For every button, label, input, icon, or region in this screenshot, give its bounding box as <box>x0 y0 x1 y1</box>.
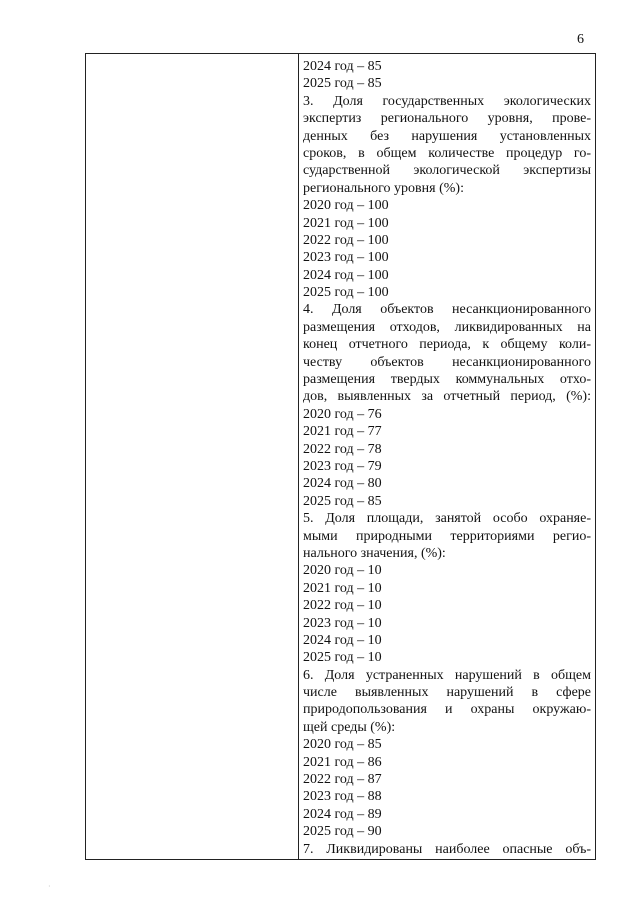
text-line: 6. Доля устраненных нарушений в общем <box>303 667 591 683</box>
table-cell-left-empty <box>86 54 298 859</box>
text-line: 2021 год – 77 <box>303 424 382 440</box>
text-line: дов, выявленных за отчетный период, (%): <box>303 389 591 405</box>
text-line: 2020 год – 100 <box>303 198 389 214</box>
text-line: щей среды (%): <box>303 719 396 735</box>
text-line: регионального уровня (%): <box>303 180 464 196</box>
scan-mark: · <box>48 882 51 891</box>
text-line: 2023 год – 88 <box>303 789 382 805</box>
text-line: 2020 год – 85 <box>303 737 382 753</box>
text-line: 2025 год – 100 <box>303 285 389 301</box>
text-line: сроков, в общем количестве процедур го- <box>303 145 591 161</box>
text-line: 2024 год – 10 <box>303 632 382 648</box>
text-line: 2020 год – 76 <box>303 406 382 422</box>
text-line: 2025 год – 85 <box>303 493 382 509</box>
column-divider <box>298 54 299 859</box>
text-line: 2024 год – 85 <box>303 59 382 74</box>
page-number: 6 <box>577 32 584 47</box>
text-line: числе выявленных нарушений в сфере <box>303 685 591 701</box>
text-line: 2023 год – 10 <box>303 615 382 631</box>
text-line: 2021 год – 10 <box>303 580 382 596</box>
text-line: честву объектов несанкционированного <box>303 354 591 370</box>
text-line: 2025 год – 10 <box>303 650 382 666</box>
text-line: 2020 год – 10 <box>303 563 382 579</box>
text-line: денных без нарушения установленных <box>303 128 591 144</box>
text-line: мыми природными территориями регио- <box>303 528 591 544</box>
text-line: 2025 год – 90 <box>303 824 382 840</box>
text-line: сударственной экологической экспертизы <box>303 163 591 179</box>
text-line: 5. Доля площади, занятой особо охраняе- <box>303 511 591 527</box>
text-line: 2022 год – 10 <box>303 598 382 614</box>
table-cell-right <box>303 58 591 858</box>
text-line: 2024 год – 100 <box>303 267 389 283</box>
text-line: 2021 год – 86 <box>303 754 382 770</box>
text-line: 2022 год – 100 <box>303 232 389 248</box>
text-line: экспертиз регионального уровня, прове- <box>303 111 591 127</box>
text-line: 2023 год – 79 <box>303 458 382 474</box>
text-line: природопользования и охраны окружаю- <box>303 702 591 718</box>
text-line: 4. Доля объектов несанкционированного <box>303 302 591 318</box>
document-table <box>85 53 596 860</box>
text-line: 2022 год – 78 <box>303 441 382 457</box>
text-line: размещения твердых коммунальных отхо- <box>303 372 591 388</box>
text-line: 2022 год – 87 <box>303 772 382 788</box>
text-line: нального значения, (%): <box>303 545 446 561</box>
text-line: 2023 год – 100 <box>303 250 389 266</box>
text-line: 7. Ликвидированы наиболее опасные объ- <box>303 841 591 857</box>
text-line: 2021 год – 100 <box>303 215 389 231</box>
text-line: 3. Доля государственных экологических <box>303 93 591 109</box>
text-line: 2025 год – 85 <box>303 76 382 92</box>
text-line: конец отчетного периода, к общему коли- <box>303 337 591 353</box>
text-line: 2024 год – 89 <box>303 806 382 822</box>
text-line: 2024 год – 80 <box>303 476 382 492</box>
text-line: размещения отходов, ликвидированных на <box>303 319 591 335</box>
